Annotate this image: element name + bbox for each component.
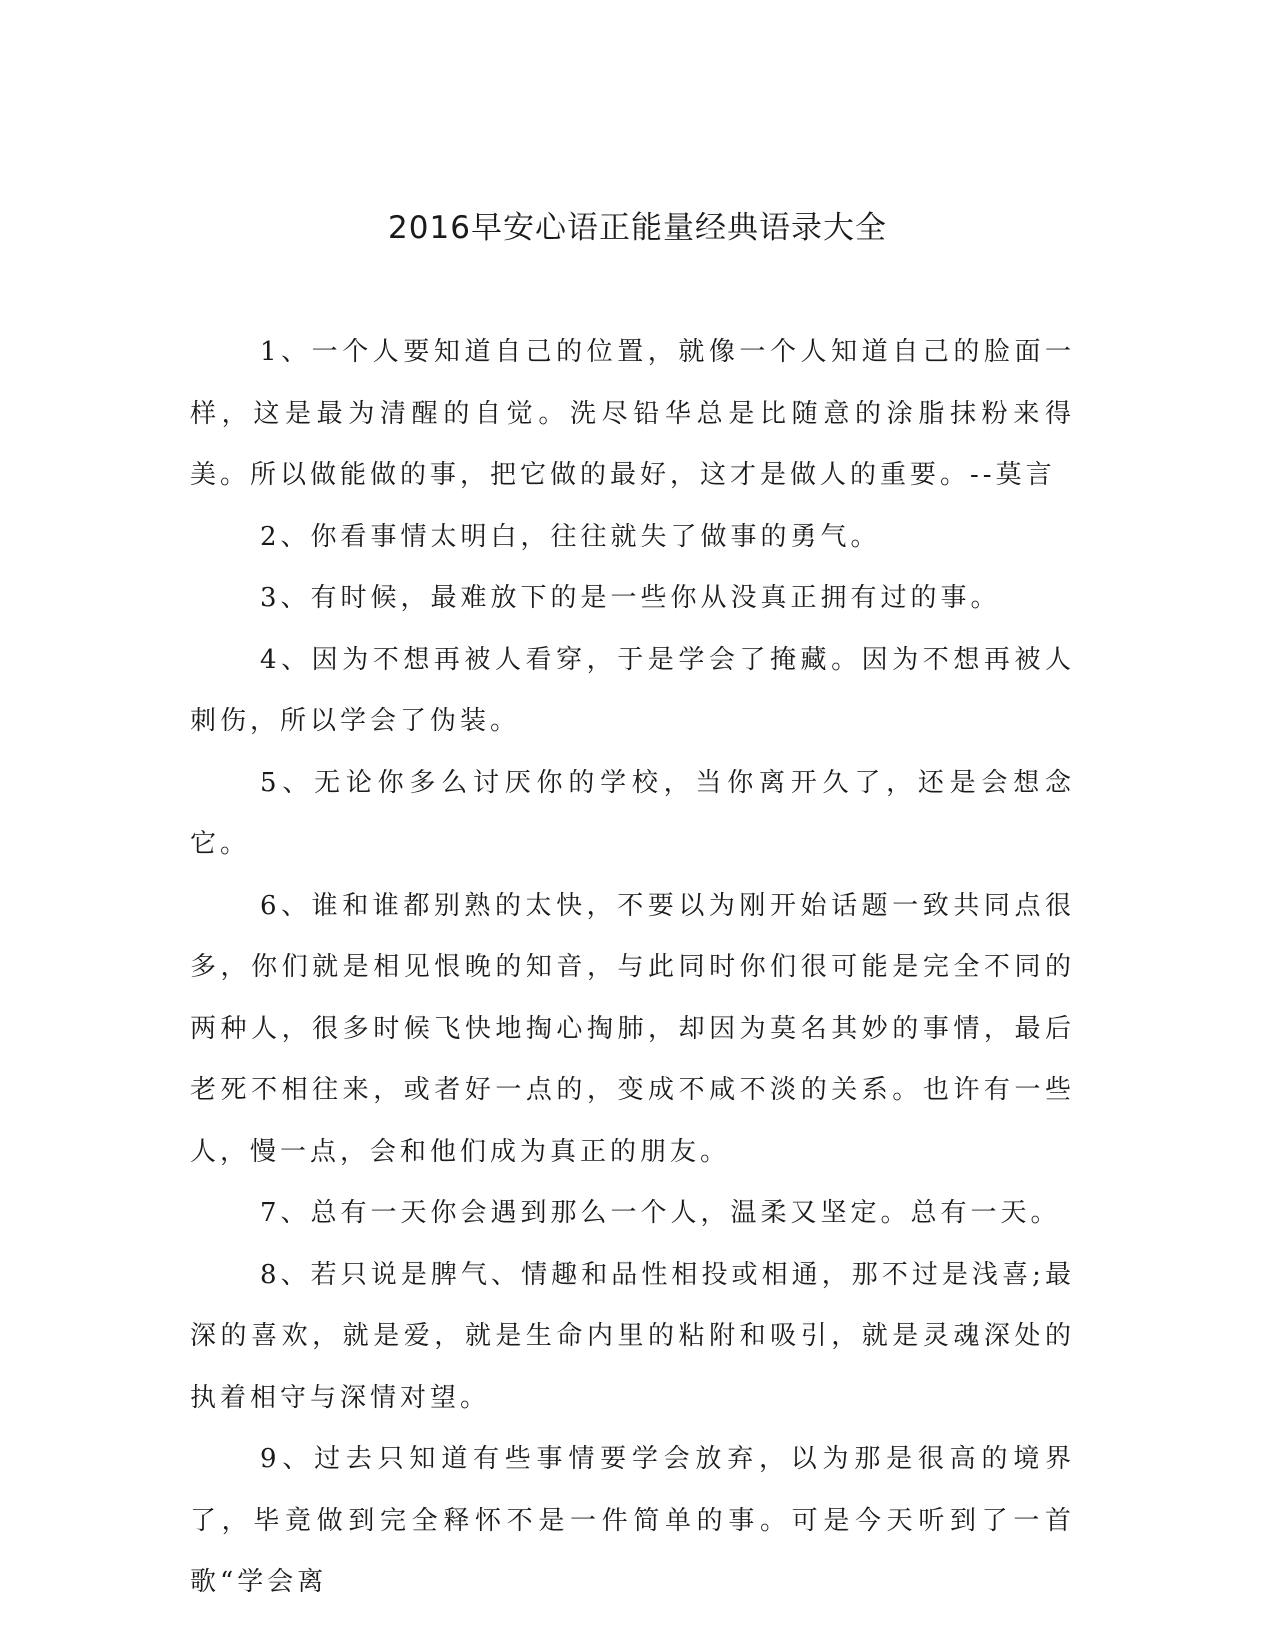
quote-paragraph-3: 3、有时候，最难放下的是一些你从没真正拥有过的事。 xyxy=(260,583,1001,613)
quote-paragraph-7: 7、总有一天你会遇到那么一个人，温柔又坚定。总有一天。 xyxy=(260,1198,1061,1228)
quote-paragraph-9: 9、过去只知道有些事情要学会放弃，以为那是很高的境界了，毕竟做到完全释怀不是一件简单的事。可是今天听到了一首歌“学会离 xyxy=(190,1444,1075,1597)
document-title: 2016早安心语正能量经典语录大全 xyxy=(388,210,887,246)
quote-paragraph-8: 8、若只说是脾气、情趣和品性相投或相通，那不过是浅喜;最深的喜欢，就是爱，就是生命内里的粘附和吸引，就是灵魂深处的执着相守与深情对望。 xyxy=(190,1259,1075,1413)
quote-paragraph-4: 4、因为不想再被人看穿，于是学会了掩藏。因为不想再被人刺伤，所以学会了伪装。 xyxy=(190,644,1075,736)
quote-paragraph-1: 1、一个人要知道自己的位置，就像一个人知道自己的脸面一样，这是最为清醒的自觉。洗尽铅华总是比随意的涂脂抹粉来得美。所以做能做的事，把它做的最好，这才是做人的重要。--莫言 xyxy=(190,337,1075,490)
quote-paragraph-5: 5、无论你多么讨厌你的学校，当你离开久了，还是会想念它。 xyxy=(190,767,1075,859)
document-body xyxy=(190,322,1075,1614)
quote-paragraph-2: 2、你看事情太明白，往往就失了做事的勇气。 xyxy=(260,521,881,552)
quote-paragraph-6: 6、谁和谁都别熟的太快，不要以为刚开始话题一致共同点很多，你们就是相见恨晚的知音，与此同时你们很可能是完全不同的两种人，很多时候飞快地掏心掏肺，却因为莫名其妙的事情，最后老死不相往来，或者好一点的，变成不咸不淡的关系。也许有一些人，慢一点，会和他们成为真正的朋友。 xyxy=(190,890,1075,1167)
